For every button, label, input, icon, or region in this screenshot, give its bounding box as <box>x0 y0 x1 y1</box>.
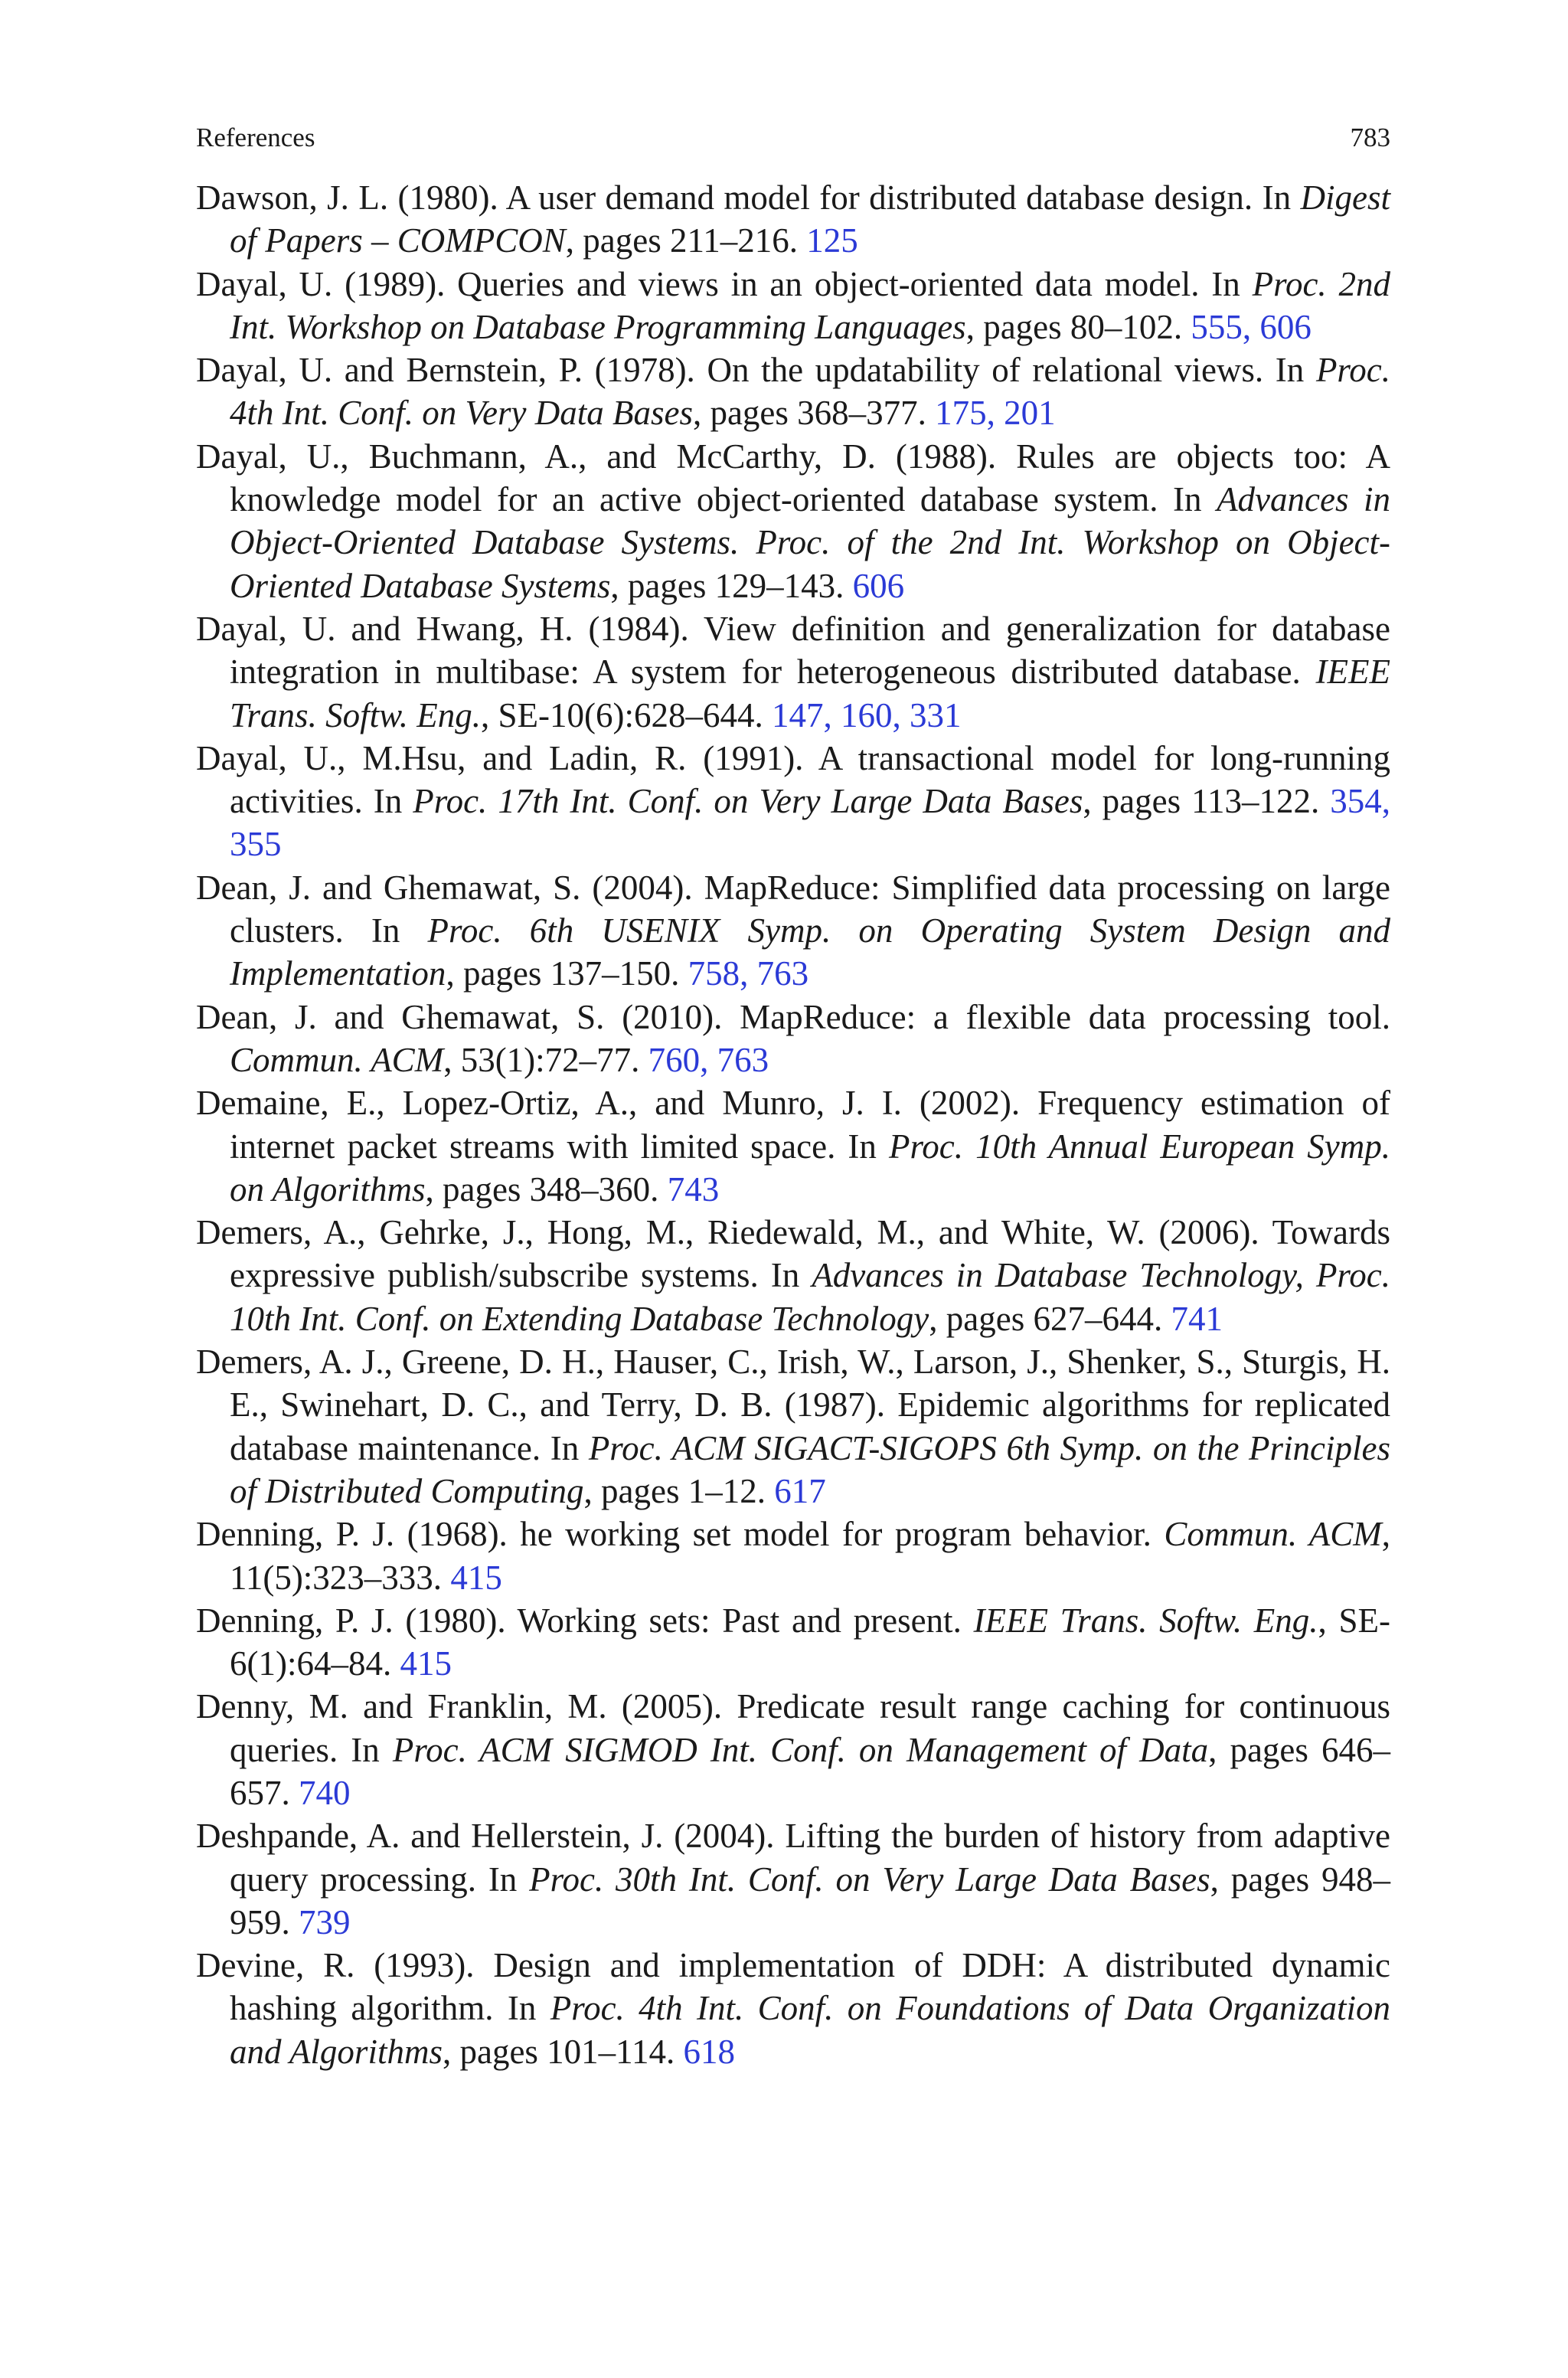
reference-venue: Advances in Object-Oriented Database Systems. Proc. of the 2nd Int. Workshop on Object-Oriented Database Systems <box>230 480 1391 605</box>
page-backreference-link[interactable]: 741 <box>1171 1299 1223 1338</box>
reference-venue: Proc. ACM SIGMOD Int. Conf. on Management of Data <box>392 1730 1209 1769</box>
page-backreference-link[interactable]: 415 <box>400 1644 452 1683</box>
section-title: References <box>196 123 315 152</box>
page-backreference-link[interactable]: 743 <box>667 1169 720 1209</box>
reference-text: , pages 348–360. <box>425 1169 668 1209</box>
reference-venue: Proc. 2nd Int. Workshop on Database Programming Languages <box>230 264 1390 346</box>
reference-entry <box>196 1513 1390 1599</box>
reference-entry <box>196 348 1390 435</box>
reference-entry <box>196 1814 1390 1944</box>
page-backreference-link[interactable]: 760, 763 <box>648 1040 769 1079</box>
reference-entry <box>196 607 1390 737</box>
reference-text: , SE-10(6):628–644. <box>481 695 772 734</box>
page-backreference-link[interactable]: 739 <box>299 1902 351 1941</box>
page-backreference-link[interactable]: 354, 355 <box>230 782 1390 864</box>
reference-text: Dean, J. and Ghemawat, S. (2010). MapReduce: a flexible data processing tool. <box>196 997 1390 1036</box>
reference-text: , pages 113–122. <box>1083 782 1331 821</box>
reference-entry <box>196 176 1390 263</box>
reference-entry <box>196 1599 1390 1686</box>
reference-text: , pages 137–150. <box>446 954 688 993</box>
reference-text: Demaine, E., Lopez-Ortiz, A., and Munro, J. I. (2002). Frequency estimation of internet packet streams with limited space. In <box>196 1084 1390 1166</box>
reference-text: Dayal, U. and Hwang, H. (1984). View definition and generalization for database integration in multibase: A system for heterogeneous distributed database. <box>196 609 1390 692</box>
reference-venue: Proc. 4th Int. Conf. on Very Data Bases <box>230 351 1390 433</box>
page-backreference-link[interactable]: 175, 201 <box>935 394 1056 433</box>
running-head <box>196 123 1390 153</box>
reference-text: Dawson, J. L. (1980). A user demand model for distributed database design. In <box>196 178 1301 217</box>
reference-text: Denny, M. and Franklin, M. (2005). Predicate result range caching for continuous queries. In <box>196 1687 1390 1769</box>
reference-text: Denning, P. J. (1980). Working sets: Past and present. <box>196 1601 974 1640</box>
page-backreference-link[interactable]: 147, 160, 331 <box>771 695 962 734</box>
reference-entry <box>196 1081 1390 1211</box>
reference-list <box>196 176 1390 2073</box>
reference-venue: Digest of Papers – COMPCON <box>230 178 1390 260</box>
reference-text: , pages 1–12. <box>583 1471 775 1510</box>
reference-venue: Proc. 30th Int. Conf. on Very Large Data Bases <box>529 1860 1210 1899</box>
reference-venue: Proc. ACM SIGACT-SIGOPS 6th Symp. on the Principles of Distributed Computing <box>230 1428 1390 1510</box>
reference-text: Demers, A., Gehrke, J., Hong, M., Riedewald, M., and White, W. (2006). Towards expressive publish/subscribe systems. In <box>196 1213 1390 1295</box>
reference-text: , pages 101–114. <box>442 2032 684 2071</box>
reference-text: , pages 211–216. <box>565 221 807 260</box>
page-number: 783 <box>1350 123 1390 152</box>
reference-text: , pages 80–102. <box>965 307 1191 346</box>
reference-text: Deshpande, A. and Hellerstein, J. (2004). Lifting the burden of history from adaptive query processing. In <box>196 1817 1390 1899</box>
page-backreference-link[interactable]: 415 <box>450 1558 502 1597</box>
reference-venue: Advances in Database Technology, Proc. 10th Int. Conf. on Extending Database Technology <box>230 1256 1390 1338</box>
reference-entry <box>196 1685 1390 1814</box>
reference-entry <box>196 263 1390 349</box>
reference-venue: Proc. 4th Int. Conf. on Foundations of Data Organization and Algorithms <box>230 1989 1390 2071</box>
reference-text: , pages 646–657. <box>230 1730 1390 1812</box>
reference-text: , pages 129–143. <box>610 566 853 605</box>
reference-venue: Proc. 6th USENIX Symp. on Operating System Design and Implementation <box>230 911 1390 993</box>
reference-text: Dayal, U., M.Hsu, and Ladin, R. (1991). A transactional model for long-running activities. In <box>196 738 1390 821</box>
reference-text: Devine, R. (1993). Design and implementation of DDH: A distributed dynamic hashing algorithm. In <box>196 1946 1390 2028</box>
reference-entry <box>196 1944 1390 2073</box>
page-backreference-link[interactable]: 606 <box>852 566 905 605</box>
reference-entry <box>196 866 1390 996</box>
reference-entry <box>196 737 1390 866</box>
reference-text: , SE-6(1):64–84. <box>230 1601 1390 1683</box>
reference-venue: Commun. ACM <box>230 1040 444 1079</box>
page-backreference-link[interactable]: 758, 763 <box>688 954 809 993</box>
reference-text: , pages 368–377. <box>692 394 936 433</box>
reference-text: Dayal, U. and Bernstein, P. (1978). On the updatability of relational views. In <box>196 351 1316 390</box>
reference-text: , pages 948–959. <box>230 1860 1390 1941</box>
page-backreference-link[interactable]: 617 <box>774 1471 826 1510</box>
reference-text: , 11(5):323–333. <box>230 1515 1390 1597</box>
reference-text: Dayal, U. (1989). Queries and views in an object-oriented data model. In <box>196 264 1253 303</box>
reference-text: Denning, P. J. (1968). he working set model for program behavior. <box>196 1515 1165 1554</box>
page-backreference-link[interactable]: 618 <box>683 2032 736 2071</box>
reference-text: Demers, A. J., Greene, D. H., Hauser, C., Irish, W., Larson, J., Shenker, S., Sturgis, H. E., Swinehart, D. C., and Terry, D. B. (1987). Epidemic algorithms for replicated database maintenance. In <box>196 1343 1390 1467</box>
page-backreference-link[interactable]: 740 <box>299 1773 351 1812</box>
reference-venue: IEEE Trans. Softw. Eng. <box>973 1601 1318 1640</box>
reference-text: Dean, J. and Ghemawat, S. (2004). MapReduce: Simplified data processing on large clusters. In <box>196 868 1390 950</box>
reference-text: , 53(1):72–77. <box>443 1040 648 1079</box>
reference-entry <box>196 1340 1390 1513</box>
reference-venue: Commun. ACM <box>1164 1515 1382 1554</box>
reference-venue: IEEE Trans. Softw. Eng. <box>230 653 1390 734</box>
page-backreference-link[interactable]: 125 <box>806 221 858 260</box>
reference-entry <box>196 996 1390 1082</box>
reference-entry <box>196 435 1390 607</box>
page-backreference-link[interactable]: 555, 606 <box>1191 307 1312 346</box>
reference-venue: Proc. 17th Int. Conf. on Very Large Data Bases <box>413 782 1083 821</box>
reference-entry <box>196 1211 1390 1340</box>
reference-text: , pages 627–644. <box>929 1299 1171 1338</box>
page <box>196 123 1390 2073</box>
reference-text: Dayal, U., Buchmann, A., and McCarthy, D. (1988). Rules are objects too: A knowledge model for an active object-oriented database system. In <box>196 437 1390 519</box>
reference-venue: Proc. 10th Annual European Symp. on Algorithms <box>230 1127 1390 1209</box>
